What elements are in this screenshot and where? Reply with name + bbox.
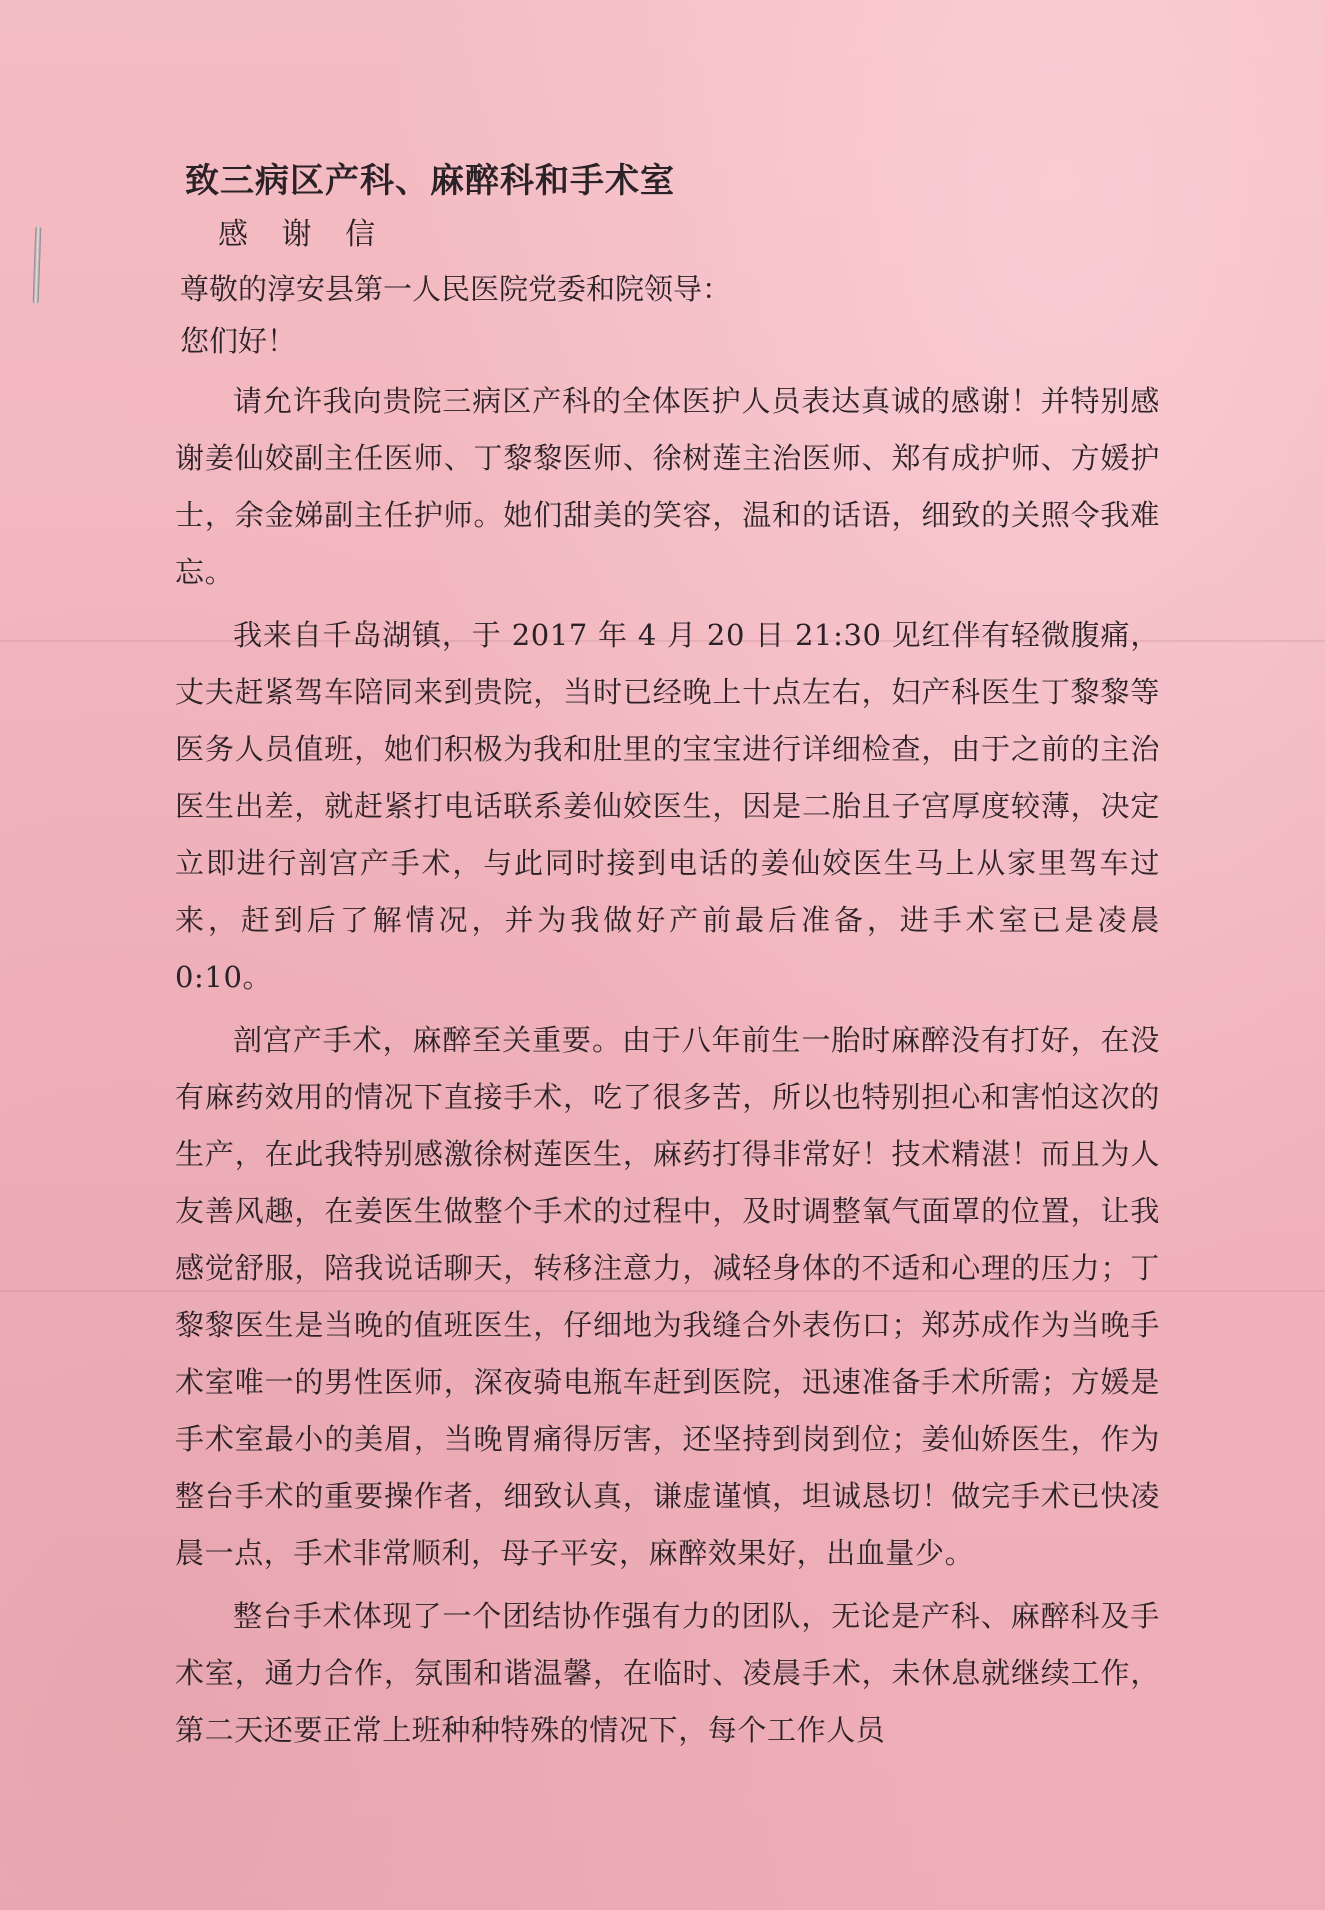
- paragraph-team: 整台手术体现了一个团结协作强有力的团队，无论是产科、麻醉科及手术室，通力合作，氛围和谐温馨，在临时、凌晨手术，未休息就继续工作，第二天还要正常上班种种特殊的情况下，每个工作人员: [175, 1599, 1160, 1747]
- staple: [33, 226, 42, 304]
- letter-subheading: 感 谢 信: [218, 217, 388, 252]
- paragraph-thanks: 请允许我向贵院三病区产科的全体医护人员表达真诚的感谢！并特别感谢姜仙姣副主任医师、丁黎黎医师、徐树莲主治医师、郑有成护师、方媛护士，余金娣副主任护师。她们甜美的笑容，温和的话语，细致的关照令我难忘。: [175, 384, 1160, 589]
- letter-salutation: 尊敬的淳安县第一人民医院党委和院领导：: [180, 272, 732, 306]
- paragraph-arrival: 我来自千岛湖镇，于 2017 年 4 月 20 日 21:30 见红伴有轻微腹痛，丈夫赶紧驾车陪同来到贵院，当时已经晚上十点左右，妇产科医生丁黎黎等医务人员值班，她们积极为我和肚里的宝宝进行详细检查，由于之前的主治医生出差，就赶紧打电话联系姜仙姣医生，因是二胎且子宫厚度较薄，决定立即进行剖宫产手术，与此同时接到电话的姜仙姣医生马上从家里驾车过来，赶到后了解情况，并为我做好产前最后准备，进手术室已是凌晨 0:10。: [175, 618, 1160, 994]
- letter-greeting: 您们好！: [180, 324, 297, 358]
- letter-heading: 致三病区产科、麻醉科和手术室: [185, 161, 675, 201]
- paragraph-surgery: 剖宫产手术，麻醉至关重要。由于八年前生一胎时麻醉没有打好，在没有麻药效用的情况下直接手术，吃了很多苦，所以也特别担心和害怕这次的生产，在此我特别感激徐树莲医生，麻药打得非常好！技术精湛！而且为人友善风趣，在姜医生做整个手术的过程中，及时调整氧气面罩的位置，让我感觉舒服，陪我说话聊天，转移注意力，减轻身体的不适和心理的压力；丁黎黎医生是当晚的值班医生，仔细地为我缝合外表伤口；郑苏成作为当晚手术室唯一的男性医师，深夜骑电瓶车赶到医院，迅速准备手术所需；方媛是手术室最小的美眉，当晚胃痛得厉害，还坚持到岗到位；姜仙娇医生，作为整台手术的重要操作者，细致认真，谦虚谨慎，坦诚恳切！做完手术已快凌晨一点，手术非常顺利，母子平安，麻醉效果好，出血量少。: [175, 1023, 1160, 1570]
- letter-body: [170, 155, 1160, 1759]
